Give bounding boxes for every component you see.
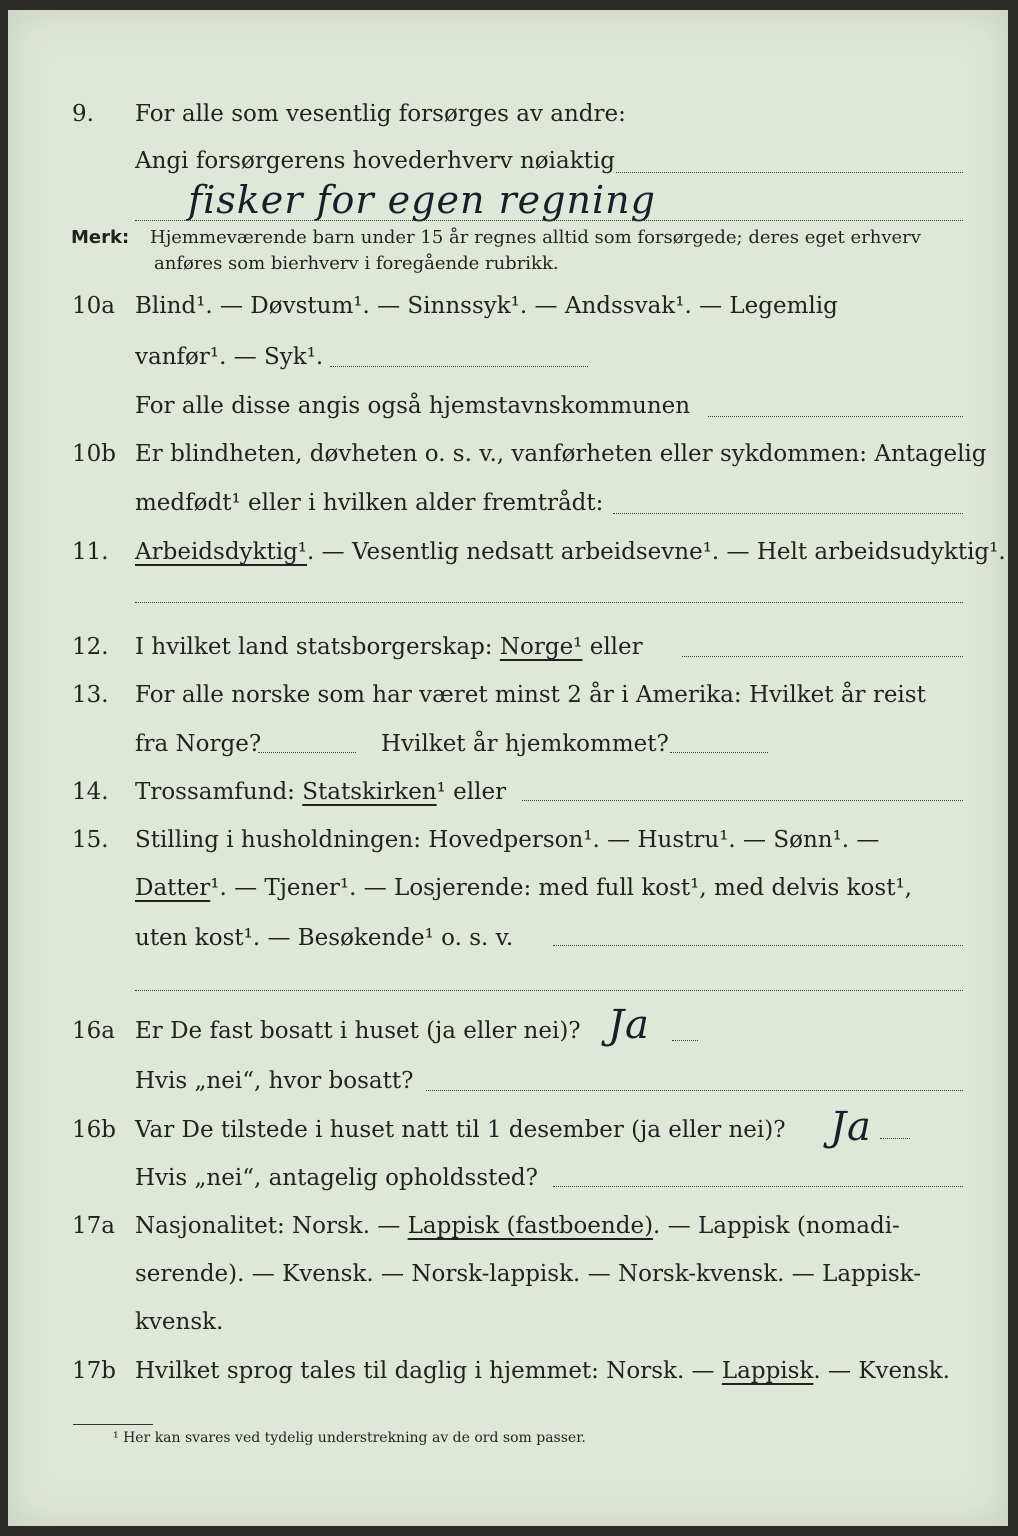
question-text: Hvis „nei“, hvor bosatt? bbox=[135, 1068, 414, 1094]
question-text: ¹ eller bbox=[436, 779, 507, 805]
answer-line bbox=[522, 800, 963, 801]
underlined-answer[interactable]: Lappisk bbox=[721, 1358, 814, 1384]
underlined-answer[interactable]: Norge¹ bbox=[499, 634, 583, 660]
question-text: Nasjonalitet: Norsk. — bbox=[135, 1213, 401, 1239]
answer-line bbox=[613, 513, 963, 514]
underlined-answer[interactable]: Lappisk (fastboende) bbox=[407, 1213, 654, 1239]
underlined-answer[interactable]: Datter bbox=[135, 875, 211, 901]
question-text: Trossamfund: bbox=[135, 779, 295, 805]
question-text-wrap bbox=[135, 1212, 900, 1240]
question-text: . — Vesentlig nedsatt arbeidsevne¹. — Helt arbeidsudyktig¹. bbox=[307, 539, 1006, 565]
answer-line bbox=[616, 172, 963, 173]
question-text: Blind¹. — Døvstum¹. — Sinnssyk¹. — Andssvak¹. — Legemlig bbox=[135, 293, 838, 319]
question-text-wrap bbox=[135, 538, 1006, 566]
answer-line bbox=[135, 990, 963, 991]
underlined-answer[interactable]: Arbeidsdyktig¹ bbox=[135, 539, 308, 565]
question-number: 16b bbox=[72, 1117, 116, 1143]
question-number: 16a bbox=[72, 1018, 115, 1044]
question-text: For alle disse angis også hjemstavnskommunen bbox=[135, 393, 691, 419]
question-text: Er De fast bosatt i huset (ja eller nei)? bbox=[135, 1018, 581, 1044]
question-text: kvensk. bbox=[135, 1309, 224, 1335]
question-number: 10a bbox=[72, 293, 115, 319]
question-number: 17b bbox=[72, 1358, 116, 1384]
question-number: 10b bbox=[72, 441, 116, 467]
question-text-wrap bbox=[135, 874, 912, 902]
footnote-rule bbox=[73, 1424, 153, 1425]
question-text: vanfør¹. — Syk¹. bbox=[135, 344, 324, 370]
question-number: 17a bbox=[72, 1213, 115, 1239]
question-text: . — Lappisk (nomadi- bbox=[653, 1213, 900, 1239]
question-text-wrap bbox=[135, 1357, 950, 1385]
question-text: eller bbox=[589, 634, 643, 660]
question-text: Stilling i husholdningen: Hovedperson¹. — Hustru¹. — Sønn¹. — bbox=[135, 827, 880, 853]
answer-line bbox=[135, 220, 963, 221]
answer-line bbox=[553, 945, 963, 946]
question-text: serende). — Kvensk. — Norsk-lappisk. — Norsk-kvensk. — Lappisk- bbox=[135, 1261, 921, 1287]
census-form-page bbox=[8, 10, 1008, 1526]
answer-line bbox=[426, 1090, 963, 1091]
underlined-answer[interactable]: Statskirken bbox=[302, 779, 437, 805]
question-text: For alle som vesentlig forsørges av andre: bbox=[135, 101, 626, 127]
question-text: Var De tilstede i huset natt til 1 desember (ja eller nei)? bbox=[135, 1117, 786, 1143]
question-text: Hvilket år hjemkommet? bbox=[381, 731, 669, 757]
question-number: 14. bbox=[72, 779, 109, 805]
question-text: Angi forsørgerens hovederhverv nøiaktig bbox=[135, 148, 615, 174]
answer-line bbox=[880, 1138, 910, 1139]
answer-line bbox=[258, 752, 356, 753]
question-text: Er blindheten, døvheten o. s. v., vanførheten eller sykdommen: Antagelig bbox=[135, 441, 987, 467]
handwritten-answer[interactable]: Ja bbox=[608, 1002, 650, 1048]
answer-line bbox=[708, 416, 963, 417]
question-text: I hvilket land statsborgerskap: bbox=[135, 634, 493, 660]
question-text-wrap bbox=[135, 633, 643, 661]
note-text: anføres som bierhverv i foregående rubrikk. bbox=[154, 253, 559, 274]
question-number: 15. bbox=[72, 827, 109, 853]
question-text: Hvis „nei“, antagelig opholdssted? bbox=[135, 1165, 538, 1191]
handwritten-answer[interactable]: Ja bbox=[830, 1104, 872, 1150]
answer-line bbox=[672, 1040, 698, 1041]
question-number: 11. bbox=[72, 539, 109, 565]
answer-line bbox=[330, 366, 588, 367]
question-number: 9. bbox=[72, 101, 94, 127]
question-text: fra Norge? bbox=[135, 731, 262, 757]
question-text-wrap bbox=[135, 778, 506, 806]
question-text: uten kost¹. — Besøkende¹ o. s. v. bbox=[135, 925, 514, 951]
handwritten-answer[interactable]: fisker for egen regning bbox=[188, 178, 656, 222]
answer-line bbox=[670, 752, 768, 753]
note-label: Merk: bbox=[71, 227, 130, 248]
question-text: . — Kvensk. bbox=[813, 1358, 950, 1384]
question-text: For alle norske som har været minst 2 år i Amerika: Hvilket år reist bbox=[135, 682, 926, 708]
footnote: ¹ Her kan svares ved tydelig understrekning av de ord som passer. bbox=[113, 1430, 586, 1446]
answer-line bbox=[553, 1186, 963, 1187]
answer-line bbox=[682, 656, 963, 657]
question-number: 12. bbox=[72, 634, 109, 660]
answer-line bbox=[135, 602, 963, 603]
note-text: Hjemmeværende barn under 15 år regnes alltid som forsørgede; deres eget erhverv bbox=[150, 227, 921, 248]
question-number: 13. bbox=[72, 682, 109, 708]
question-text: medfødt¹ eller i hvilken alder fremtrådt: bbox=[135, 490, 604, 516]
question-text: ¹. — Tjener¹. — Losjerende: med full kost¹, med delvis kost¹, bbox=[210, 875, 912, 901]
question-text: Hvilket sprog tales til daglig i hjemmet: Norsk. — bbox=[135, 1358, 715, 1384]
